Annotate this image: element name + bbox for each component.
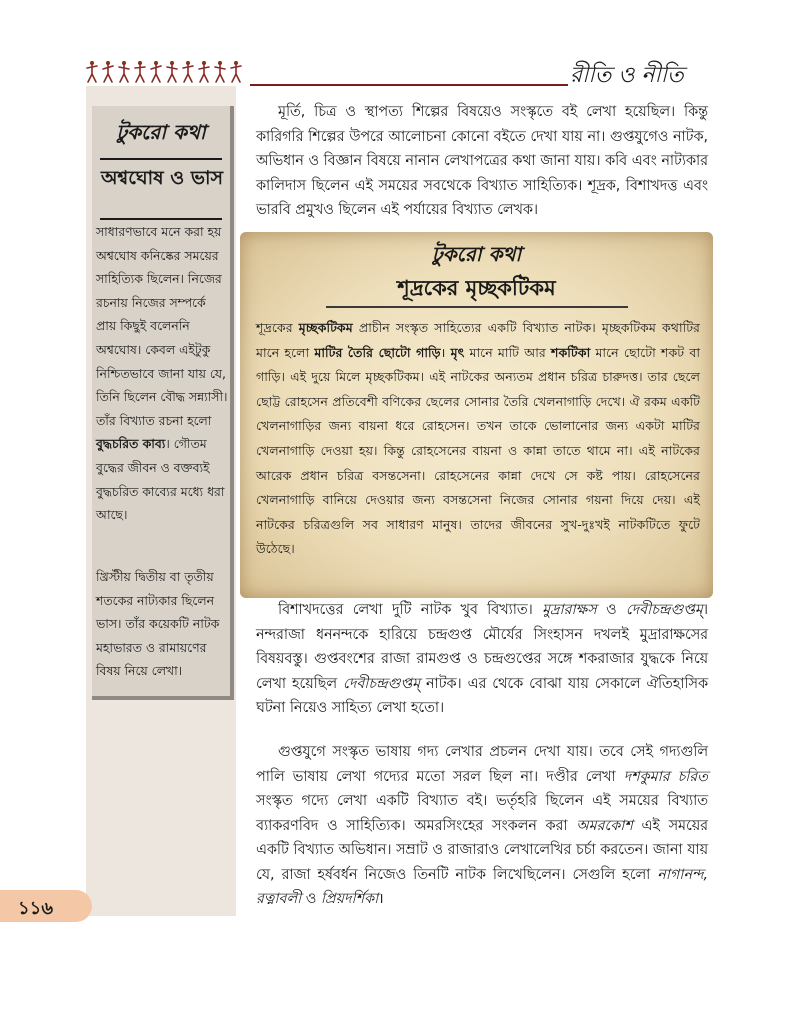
box-title-rule [326, 306, 628, 308]
sidebar-rule-top [100, 158, 222, 160]
main-paragraph-1: মূর্তি, চিত্র ও স্থাপত্য শিল্পের বিষয়েও সংস্কৃতে বই লেখা হয়েছিল। কিন্তু কারিগরি শিল্পের উপরে আলোচনা কোনো বইতে দেখা যায় না। গুপ্তযুগেও নাটক, অভিধান ও বিজ্ঞান বিষয়ে নানান লেখাপত্রের কথা জানা যায়। কবি এবং নাট্যকার কালিদাস ছিলেন এই সময়ের সবথেকে বিখ্যাত সাহিত্যিক। শূদ্রক, বিশাখদত্ত এবং ভারবি প্রমুখও ছিলেন এই পর্যায়ের বিখ্যাত লেখক। [256, 104, 708, 218]
sidebar-heading: অশ্বঘোষ ও ভাস [100, 167, 224, 189]
main-paragraph-3: গুপ্তযুগে সংস্কৃত ভাষায় গদ্য লেখার প্রচলন দেখা যায়। তবে সেই গদ্যগুলি পালি ভাষায় লেখা গদ্যের মতো সরল ছিল না। দণ্ডীর লেখা দশকুমার চরিত সংস্কৃত গদ্যে লেখা একটি বিখ্যাত বই। ভর্তৃহরি ছিলেন এই সময়ের বিখ্যাত ব্যাকরণবিদ ও সাহিত্যিক। অমরসিংহের সংকলন করা অমরকোশ এই সময়ের একটি বিখ্যাত অভিধান। সম্রাট ও রাজারাও লেখালেখির চর্চা করতেন। জানা যায় যে, রাজা হর্ষবর্ধন নিজেও তিনটি নাটক লিখেছিলেন। সেগুলি হলো নাগানন্দ, রত্নাবলী ও প্রিয়দর্শিকা। [256, 744, 708, 907]
dancing-figures-icon [86, 60, 246, 86]
sidebar-paragraph-ashvaghosha: সাধারণভাবে মনে করা হয় অশ্বঘোষ কনিষ্কের সময়ের সাহিত্যিক ছিলেন। নিজের রচনায় নিজের সম্পর্কে প্রায় কিছুই বলেননি অশ্বঘোষ। কেবল এইটুকু নিশ্চিতভাবে জানা যায় যে, তিনি ছিলেন বৌদ্ধ সন্ন্যাসী। তাঁর বিখ্যাত রচনা হলো বুদ্ধচরিত কাব্য। গৌতম বুদ্ধের জীবন ও বক্তব্যই বুদ্ধচরিত কাব্যের মধ্যে ধরা আছে। [96, 224, 228, 523]
header-divider [250, 84, 568, 86]
page-number: ১১৬ [18, 898, 54, 919]
sidebar-tag: টুকরো কথা [116, 120, 206, 144]
box-tag: টুকরো কথা [431, 242, 522, 266]
chapter-title: রীতি ও নীতি [570, 63, 684, 88]
box-title: শূদ্রকের মৃচ্ছকটিকম [397, 276, 556, 300]
sidebar-paragraph-bhasa: খ্রিস্টীয় দ্বিতীয় বা তৃতীয় শতকের নাট্যকার ছিলেন ভাস। তাঁর কয়েকটি নাটক মহাভারত ও রামায়ণের বিষয় নিয়ে লেখা। [96, 569, 220, 679]
box-body: শূদ্রকের মৃচ্ছকটিকম প্রাচীন সংস্কৃত সাহিত্যের একটি বিখ্যাত নাটক। মৃচ্ছকটিকম কথাটির মানে হলো মাটির তৈরি ছোটো গাড়ি। মৃৎ মানে মাটি আর শকটিকা মানে ছোটো শকট বা গাড়ি। এই দুয়ে মিলে মৃচ্ছকটিকম। এই নাটকের অন্যতম প্রধান চরিত্র চারুদত্ত। তার ছেলে ছোট্ট রোহসেন প্রতিবেশী বণিকের ছেলের সোনার তৈরি খেলনাগাড়ি দেখে। ঐ রকম একটি খেলনাগাড়ির জন্য বায়না ধরে রোহসেন। তখন তাকে ভোলানোর জন্য একটা মাটির খেলনাগাড়ি দেওয়া হয়। কিন্তু রোহসেনের বায়না ও কান্না তাতে থামে না। এই নাটকের আরেক প্রধান চরিত্র বসন্তসেনা। রোহসেনের কান্না দেখে সে কষ্ট পায়। রোহসেনের খেলনাগাড়ি বানিয়ে দেওয়ার জন্য বসন্তসেনা নিজের সোনার গয়না দিয়ে দেয়। এই নাটকের চরিত্রগুলি সব সাধারণ মানুষ। তাদের জীবনের সুখ-দুঃখই নাটকটিতে ফুটে উঠেছে। [256, 320, 700, 557]
main-paragraph-2: বিশাখদত্তের লেখা দুটি নাটক খুব বিখ্যাত। মুদ্রারাক্ষস ও দেবীচন্দ্রগুপ্তম্। নন্দরাজা ধননন্দকে হারিয়ে চন্দ্রগুপ্ত মৌর্যের সিংহাসন দখলই মুদ্রারাক্ষসের বিষয়বস্তু। গুপ্তবংশের রাজা রামগুপ্ত ও চন্দ্রগুপ্তের সঙ্গে শকরাজার যুদ্ধকে নিয়ে লেখা হয়েছিল দেবীচন্দ্রগুপ্তম্ নাটক। এর থেকে বোঝা যায় সেকালে ঐতিহাসিক ঘটনা নিয়েও সাহিত্য লেখা হতো। [256, 602, 708, 716]
